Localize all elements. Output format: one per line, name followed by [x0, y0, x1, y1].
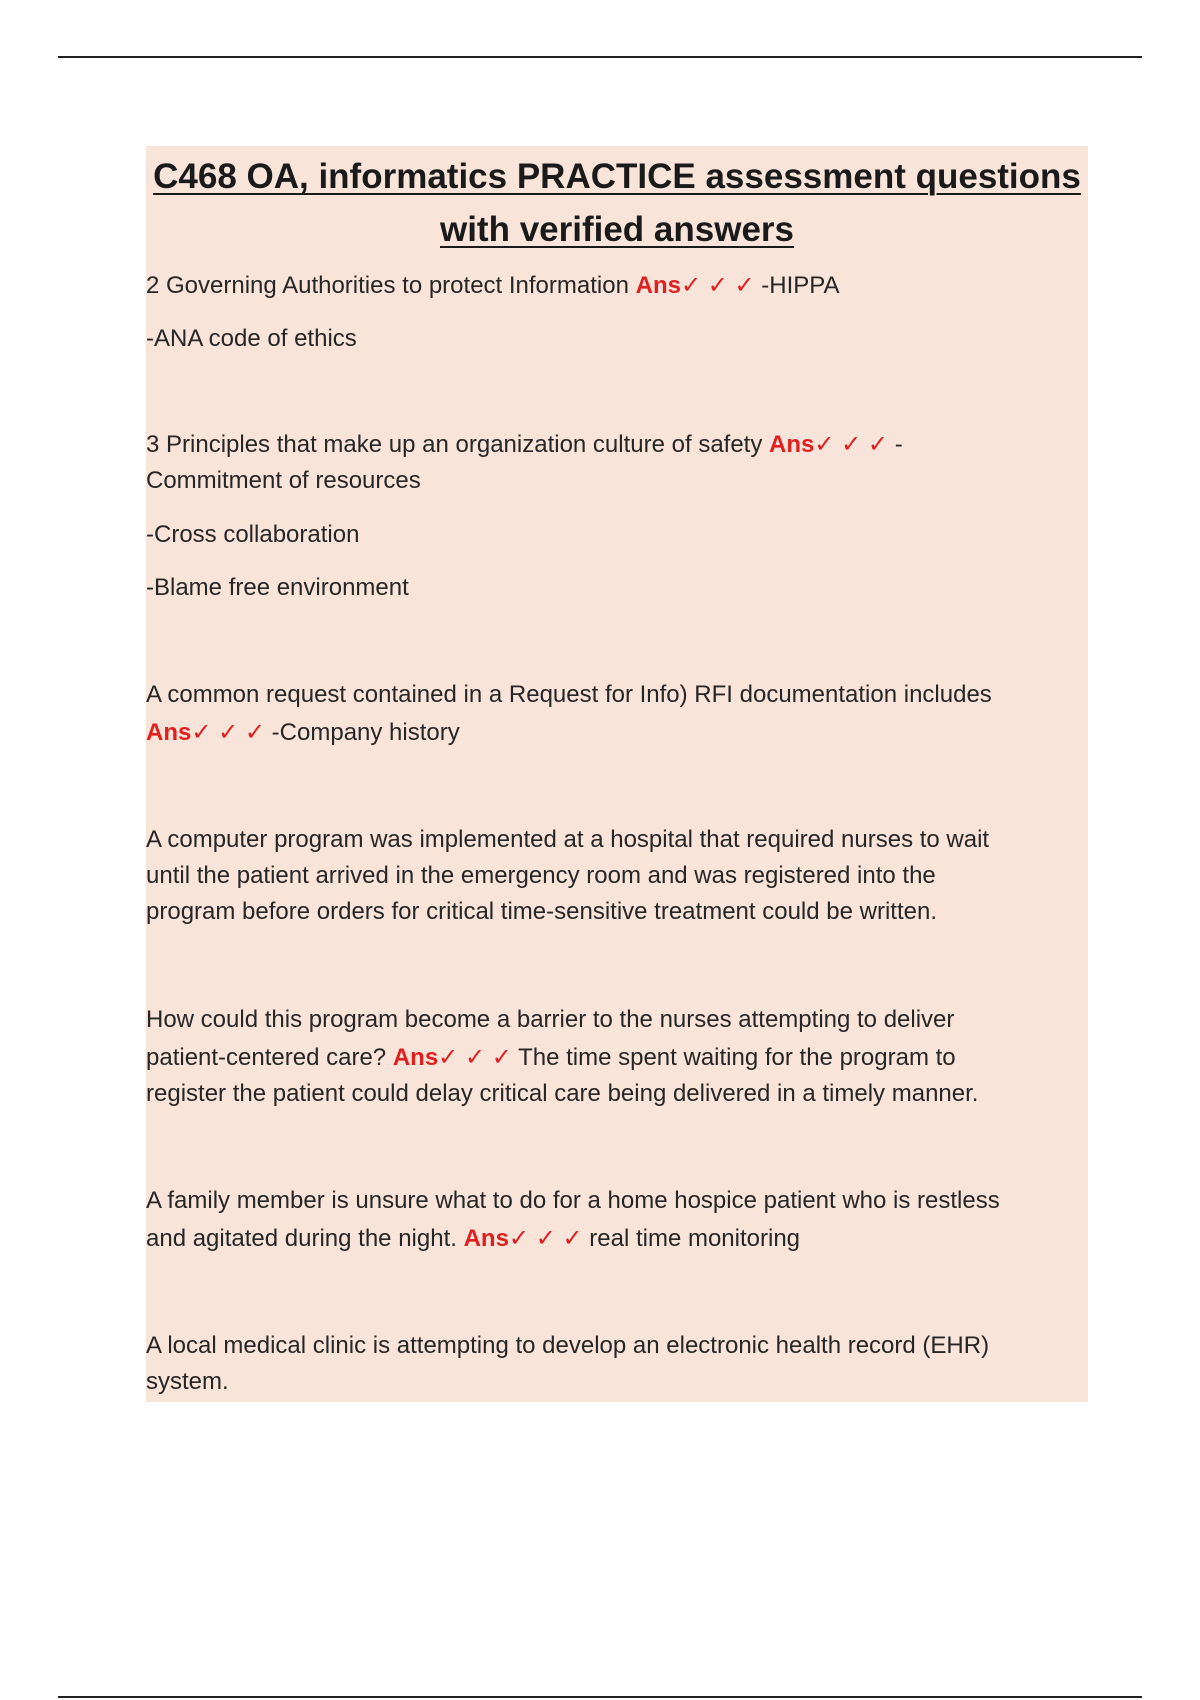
q6-question-end: and agitated during the night. [146, 1225, 464, 1252]
q7-line-2: system. [146, 1368, 229, 1395]
q6-line-2 [146, 1220, 1086, 1257]
answer-marker: Ans [635, 272, 681, 299]
answer-marker: Ans [769, 431, 815, 458]
q6-answer: real time monitoring [582, 1225, 801, 1252]
q4-line-1: A computer program was implemented at a hospital that required nurses to wait [146, 826, 990, 853]
q5-line-2 [146, 1039, 1086, 1076]
check-marks-icon: ✓ ✓ ✓ [191, 719, 266, 746]
title-line-2: with verified answers [439, 210, 795, 249]
q3-answer-line [146, 714, 1086, 751]
q1-answer: -HIPPA [754, 272, 840, 299]
q5-line-1: How could this program become a barrier to the nurses attempting to deliver [146, 1006, 955, 1033]
q3-answer: -Company history [265, 719, 460, 746]
header-rule [58, 56, 1142, 58]
footer-rule [58, 1696, 1142, 1698]
q6-line-1: A family member is unsure what to do for a home hospice patient who is restless [146, 1187, 1000, 1214]
check-marks-icon: ✓ ✓ ✓ [814, 431, 889, 458]
document-body [146, 146, 1088, 1402]
title-line-1: C468 OA, informatics PRACTICE assessment questions [153, 157, 1081, 196]
q3-question-line: A common request contained in a Request for Info) RFI documentation includes [146, 681, 992, 708]
q5-answer: The time spent waiting for the program to [511, 1044, 956, 1071]
q2-question: 3 Principles that make up an organization culture of safety [146, 431, 770, 458]
q7-line-1: A local medical clinic is attempting to develop an electronic health record (EHR) [146, 1332, 990, 1359]
answer-marker: Ans [463, 1225, 509, 1252]
check-marks-icon: ✓ ✓ ✓ [680, 272, 755, 299]
check-marks-icon: ✓ ✓ ✓ [438, 1044, 512, 1071]
q2-answer-line: Commitment of resources [146, 467, 421, 494]
document-title [146, 146, 1088, 256]
q2-line [146, 426, 1086, 463]
check-marks-icon: ✓ ✓ ✓ [508, 1225, 583, 1252]
q5-question-end: patient-centered care? [146, 1044, 393, 1071]
q2-extra-line-1: -Cross collaboration [146, 521, 360, 548]
q5-line-3: register the patient could delay critical care being delivered in a timely manner. [146, 1080, 979, 1107]
q1-line [146, 267, 1086, 304]
q4-line-2: until the patient arrived in the emergency room and was registered into the [146, 862, 936, 889]
answer-marker: Ans [146, 719, 192, 746]
q4-line-3: program before orders for critical time-sensitive treatment could be written. [146, 898, 937, 925]
q1-extra-line: -ANA code of ethics [146, 325, 357, 352]
q2-answer-dash: - [888, 431, 903, 458]
q2-extra-line-2: -Blame free environment [146, 574, 409, 601]
answer-marker: Ans [392, 1044, 439, 1071]
q1-question: 2 Governing Authorities to protect Information [146, 272, 636, 299]
